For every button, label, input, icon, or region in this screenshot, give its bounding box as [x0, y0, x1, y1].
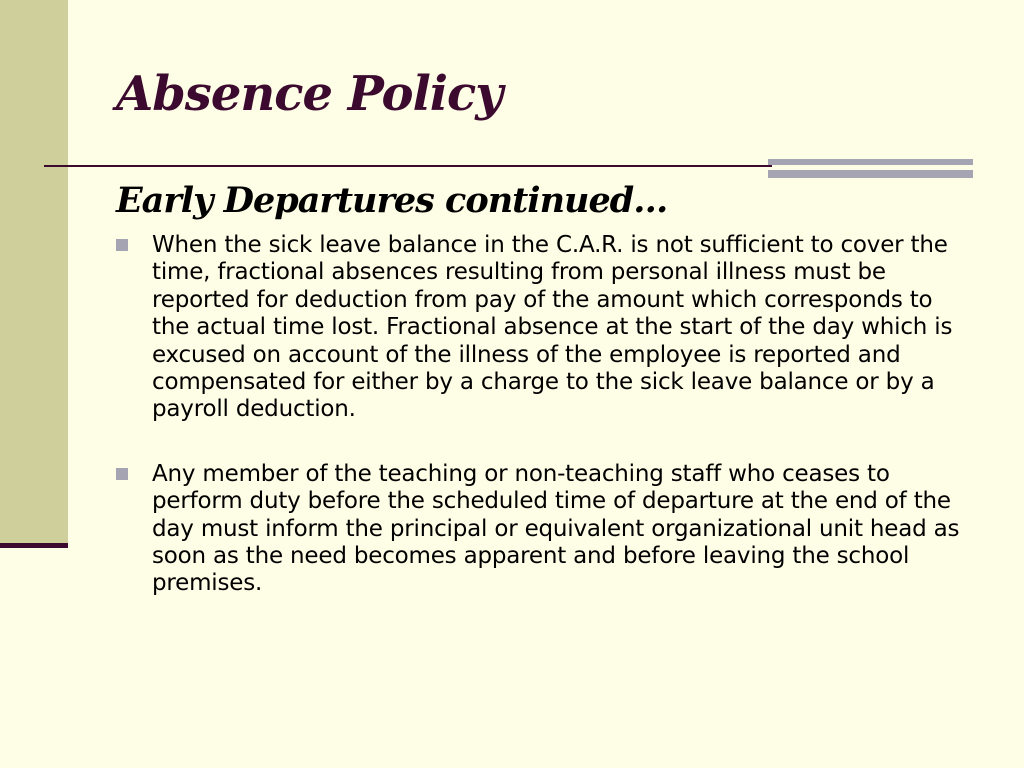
square-bullet-icon — [116, 468, 128, 480]
slide-subtitle: Early Departures continued… — [116, 180, 668, 221]
bullet-item — [116, 461, 972, 598]
bullet-item — [116, 232, 972, 424]
accent-bar-top — [768, 159, 973, 165]
square-bullet-icon — [116, 239, 128, 251]
title-divider — [44, 165, 772, 167]
side-band-decoration — [0, 0, 68, 545]
slide-title: Absence Policy — [116, 66, 503, 122]
accent-bar-bottom — [768, 170, 973, 178]
side-band-rule — [0, 543, 68, 548]
bullet-list — [116, 232, 972, 598]
bullet-text: When the sick leave balance in the C.A.R. is not sufficient to cover the time, fractional absences resulting from personal illness must be reported for deduction from pay of the amount which corresponds to the actual time lost. Fractional absence at the start of the day which is excused on account of the illness of the employee is reported and compensated for either by a charge to the sick leave balance or by a payroll deduction. — [152, 232, 953, 423]
bullet-text: Any member of the teaching or non-teaching staff who ceases to perform duty before the scheduled time of departure at the end of the day must inform the principal or equivalent organizational unit head as soon as the need becomes apparent and before leaving the school premises. — [152, 460, 960, 597]
